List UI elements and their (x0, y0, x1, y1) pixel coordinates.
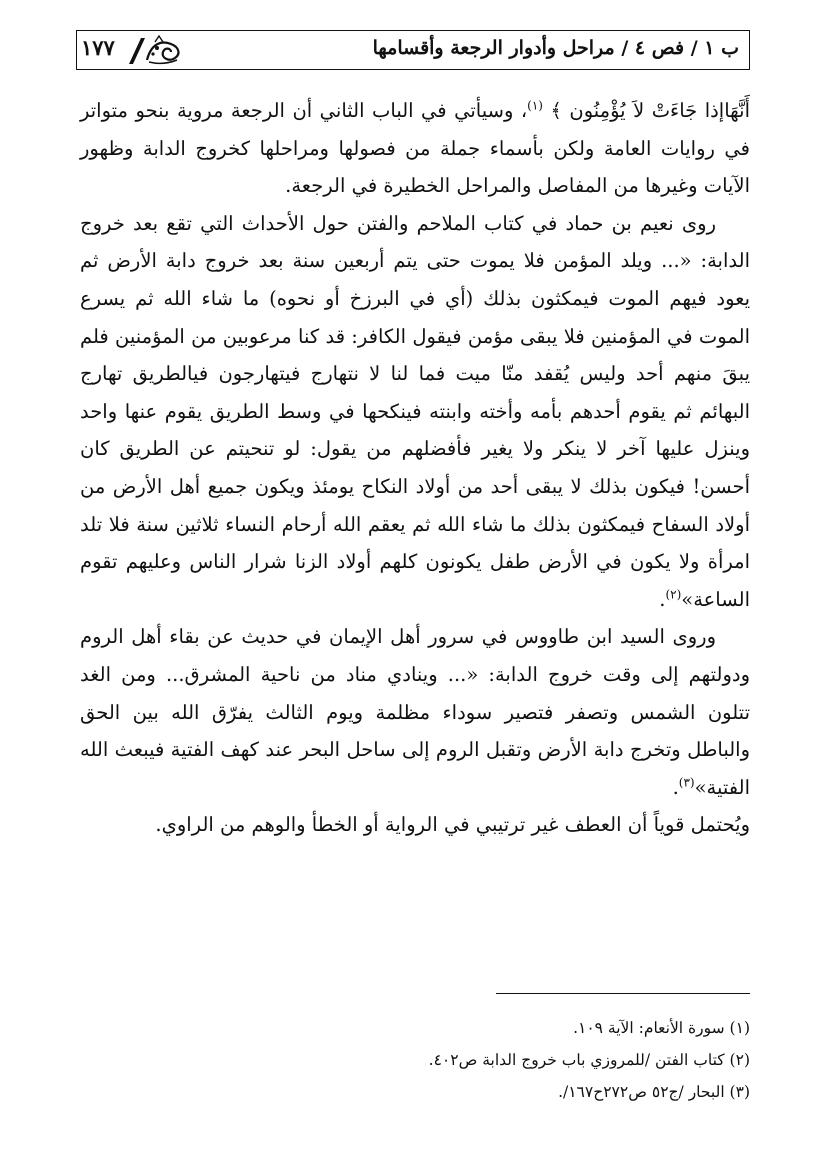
header-title: ب ١ / فص ٤ / مراحل وأدوار الرجعة وأقسامها (372, 37, 739, 59)
paragraph-4 (80, 806, 750, 844)
paragraph-2 (80, 205, 750, 619)
footnote-1: (١) سورة الأنعام: الآية ١٠٩. (573, 1019, 750, 1037)
paragraph-1 (80, 92, 750, 205)
main-text (80, 92, 750, 844)
paragraph-3 (80, 618, 750, 806)
footnote-3: (٣) البحار /ج٥٢ ص٢٧٢ح١٦٧/. (558, 1083, 750, 1101)
footnote-ref-2[interactable]: (٢) (665, 587, 682, 602)
footnotes (300, 1012, 750, 1108)
footnote-ref-3[interactable]: (٣) (678, 775, 695, 790)
running-header (76, 30, 750, 70)
paragraph-2-text: روى نعيم بن حماد في كتاب الملاحم والفتن حول الأحداث التي تقع بعد خروج الدابة: «... ويلد المؤمن فلا يموت حتى يتم أربعين سنة بعد خروج دابة الأرض ثم يعود فيهم الموت فيمكثون بذلك (أي في البرزخ أو نحوه) ما شاء الله ثم يسرع الموت في المؤمنين فلا يبقى مؤمن فيقول الكافر: قد كنا مرعوبين من المؤمنين فلم يبقَ منهم أحد وليس يُقفد منّا ميت فما لنا لا نتهارج فيتهارجون فيالطريق تهارج البهائم ثم يقوم أحدهم بأمه وأخته وابنته فينكحها في وسط الطريق يقوم عنها واحد وينزل عليها آخر لا ينكر ولا يغير فأفضلهم من يقول: لو تنحيتم عن الطريق كان أحسن! فيكون بذلك لا يبقى أحد من أولاد النكاح يومئذ ويكون جميع أهل الأرض من أولاد السفاح فيمكثون بذلك ما شاء الله ثم يعقم الله أرحام النساء ثلاثين سنة فلا تلد امرأة ولا يكون في الأرض طفل يكونون كلهم أولاد الزنا شرار الناس وعليهم تقوم الساعة» (80, 211, 750, 611)
quran-verse: أَنَّهَاإذا جَاءَتْ لاَ يُؤْمِنُون ﴾ (550, 99, 750, 122)
footnote-2: (٢) كتاب الفتن /للمروزي باب خروج الدابة ص٤٠٢. (428, 1051, 750, 1069)
paragraph-1-text: ، وسيأتي في الباب الثاني أن الرجعة مروية بنحو متواتر في روايات العامة ولكن بأسماء جملة من فصولها ومراحلها كخروج الدابة وظهور الآيات وغيرها من المفاصل والمراحل الخطيرة في الرجعة. (80, 99, 750, 198)
paragraph-3-text: وروى السيد ابن طاووس في سرور أهل الإيمان في حديث عن بقاء أهل الروم ودولتهم إلى وقت خروج الدابة: «... وينادي مناد من ناحية المشرق... ومن الغد تتلون الشمس وتصفر فتصير سوداء مظلمة ويوم الثالث يفرّق الله بين الحق والباطل وتخرج دابة الأرض وتقبل الروم إلى ساحل البحر عند كهف الفتية فيبعث الله الفتية» (80, 625, 750, 799)
paragraph-3-end: . (672, 775, 679, 799)
page-number: ١٧٧ (81, 35, 115, 60)
footnote-ref-1[interactable]: (١) (527, 98, 543, 113)
footnote-divider (496, 993, 750, 994)
decorative-ornament-icon (127, 34, 183, 68)
paragraph-2-end: . (659, 587, 666, 611)
paragraph-4-text: ويُحتمل قوياً أن العطف غير ترتيبي في الرواية أو الخطأ والوهم من الراوي. (155, 813, 750, 837)
